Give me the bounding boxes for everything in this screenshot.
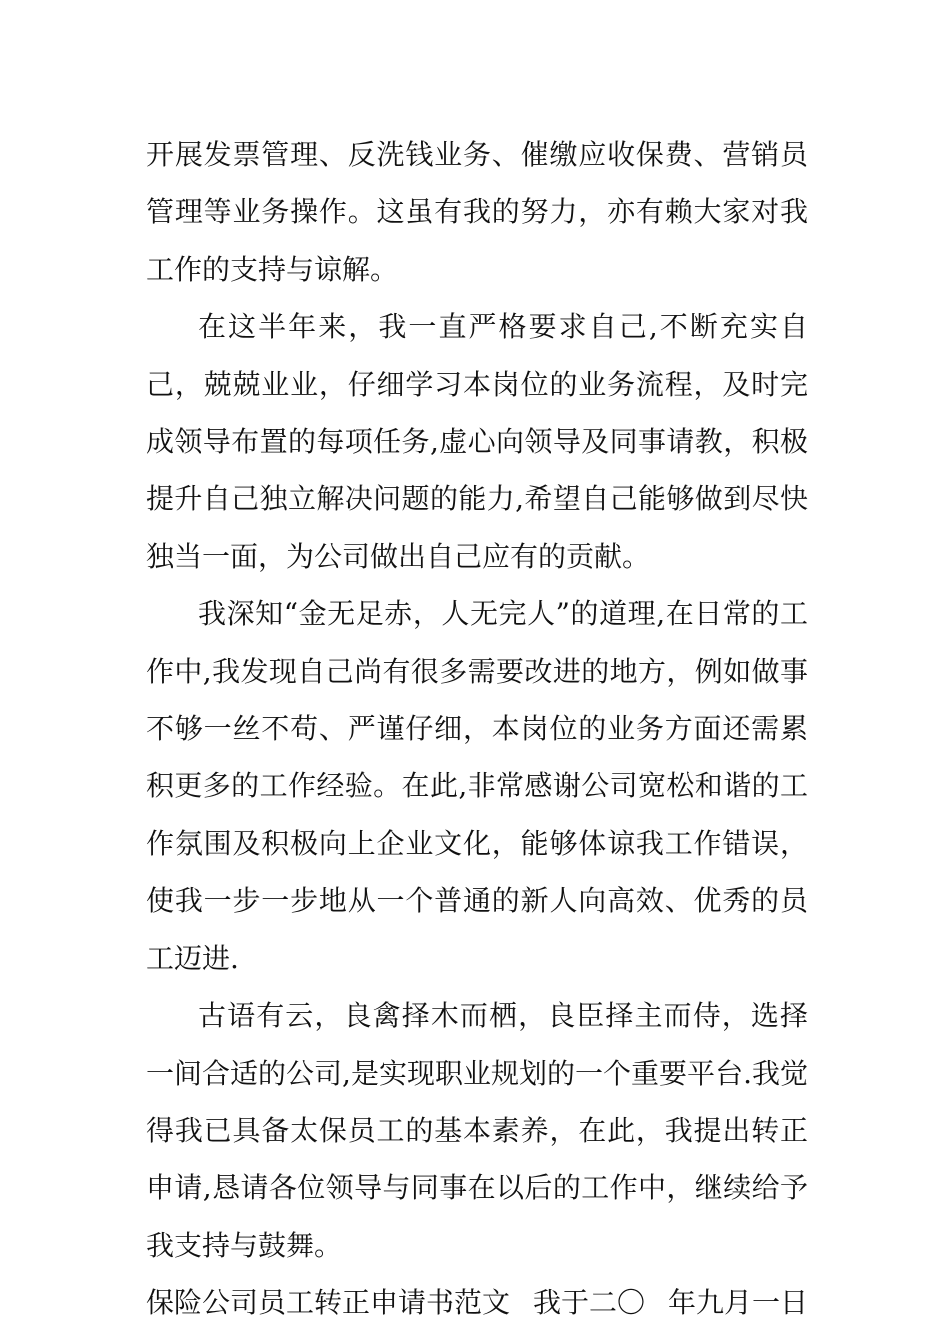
closing-text-part2: 年九月一日: [667, 1286, 808, 1320]
closing-line: [146, 1274, 808, 1331]
closing-text-part1: 我于二〇: [532, 1286, 645, 1320]
paragraph-3: 我深知“金无足赤，人无完人”的道理,在日常的工作中,我发现自己尚有很多需要改进的地方，例如做事不够一丝不苟、严谨仔细，本岗位的业务方面还需累积更多的工作经验。在此,非常感谢公司宽松和谐的工作氛围及积极向上企业文化，能够体谅我工作错误，使我一步一步地从一个普通的新人向高效、优秀的员工迈进.: [146, 597, 808, 975]
closing-title: 保险公司员工转正申请书范文: [146, 1286, 511, 1320]
document-body: [146, 126, 808, 1332]
paragraph-4: 古语有云，良禽择木而栖，良臣择主而侍，选择一间合适的公司,是实现职业规划的一个重要平台.我觉得我已具备太保员工的基本素养，在此，我提出转正申请,恳请各位领导与同事在以后的工作中，继续给予我支持与鼓舞。: [146, 999, 808, 1262]
paragraph-1: 开展发票管理、反洗钱业务、催缴应收保费、营销员管理等业务操作。这虽有我的努力，亦有赖大家对我工作的支持与谅解。: [146, 138, 808, 286]
paragraph-2: 在这半年来，我一直严格要求自己,不断充实自己，兢兢业业，仔细学习本岗位的业务流程，及时完成领导布置的每项任务,虚心向领导及同事请教，积极提升自己独立解决问题的能力,希望自己能够做到尽快独当一面，为公司做出自己应有的贡献。: [146, 310, 808, 573]
